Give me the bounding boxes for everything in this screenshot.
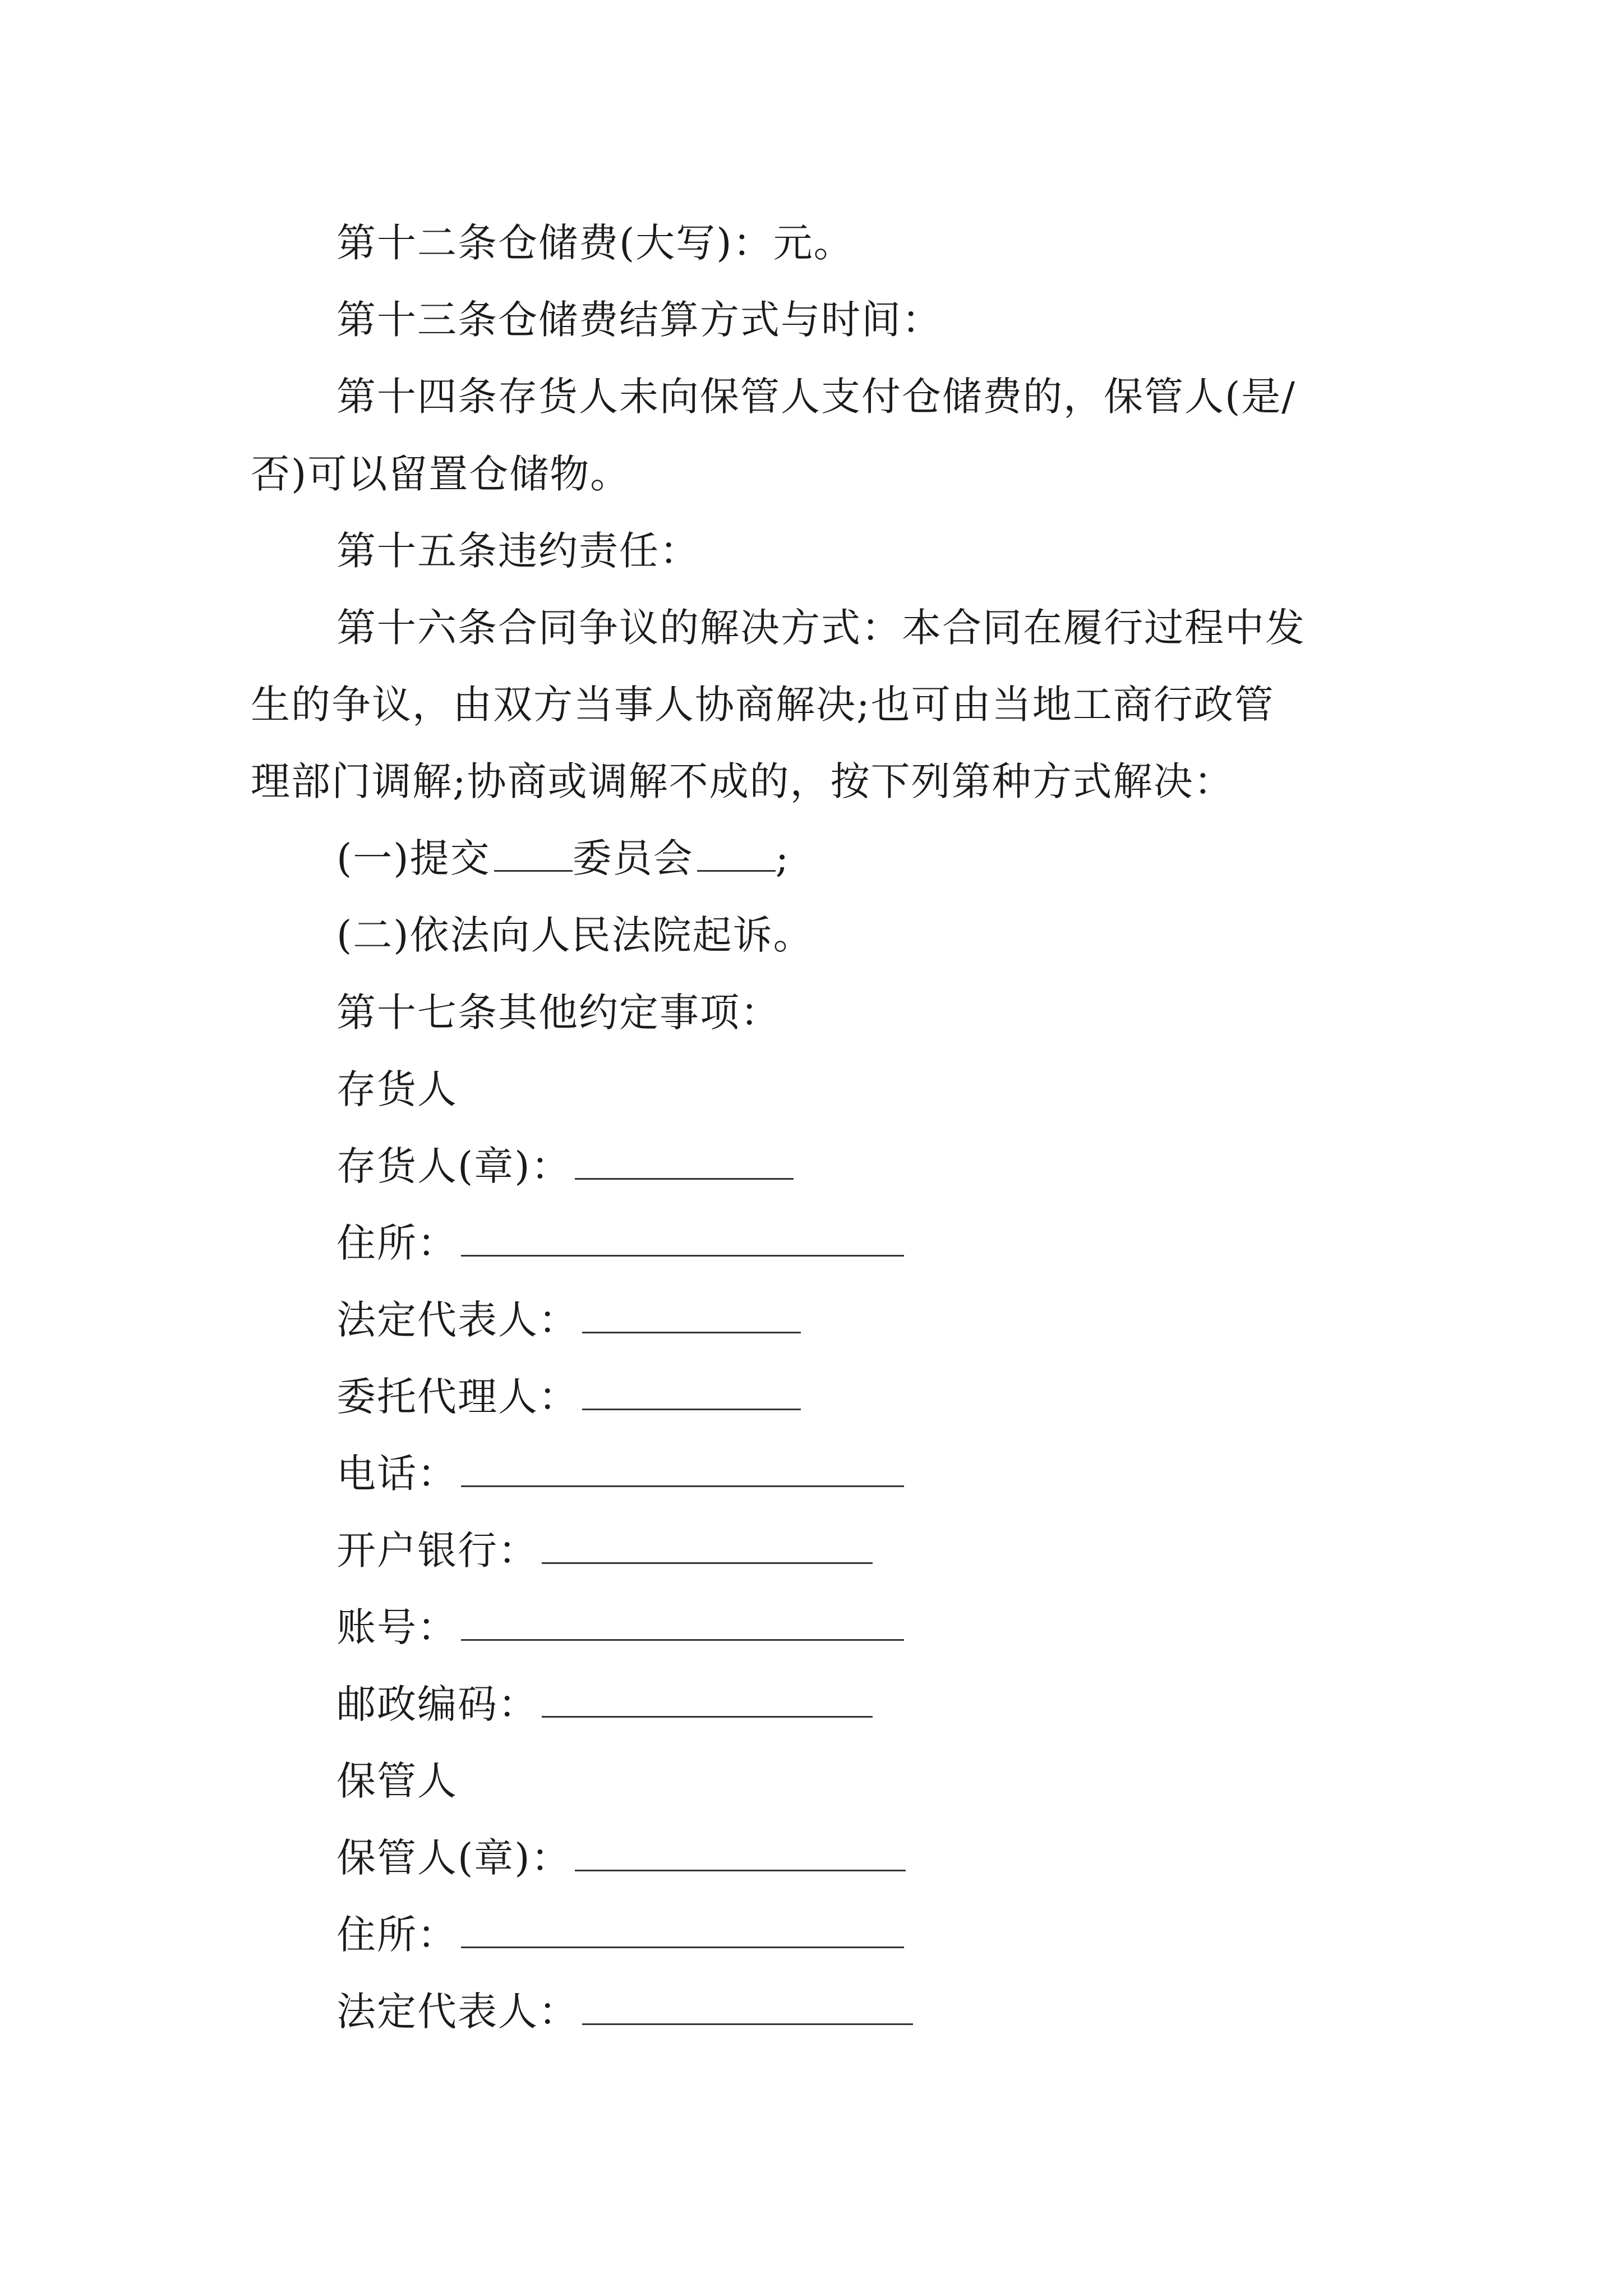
depositor-bank-label: 开户银行： [336,1527,538,1573]
depositor-seal-blank [575,1144,794,1180]
article-15: 第十五条违约责任： [336,528,700,574]
depositor-heading: 存货人 [336,1066,458,1112]
keeper-address-blank [461,1913,904,1948]
keeper-address-label: 住所： [336,1912,458,1958]
keeper-legal-rep-label: 法定代表人： [336,1989,579,2035]
depositor-phone-blank [461,1452,904,1487]
depositor-postcode-row [336,1677,873,1731]
keeper-seal-row [336,1831,906,1885]
depositor-bank-row [336,1524,873,1577]
article-13: 第十三条仓储费结算方式与时间： [336,297,942,343]
depositor-agent-blank [582,1375,801,1410]
option-1-blank-1 [494,836,573,872]
option-2: (二)依法向人民法院起诉。 [336,912,814,958]
depositor-phone-label: 电话： [336,1451,458,1497]
depositor-seal-label: 存货人(章)： [336,1143,571,1189]
keeper-seal-label: 保管人(章)： [336,1835,571,1881]
depositor-phone-row [336,1447,904,1501]
option-1-committee: 委员会 [572,835,694,881]
depositor-address-label: 住所： [336,1220,458,1266]
option-1-suffix: ; [775,835,790,881]
depositor-account-label: 账号： [336,1604,458,1650]
keeper-address-row [336,1908,904,1962]
depositor-account-blank [461,1605,904,1641]
article-16-line-3: 理部门调解;协商或调解不成的，按下列第种方式解决： [251,758,1234,804]
depositor-legal-rep-row [336,1293,801,1347]
depositor-postcode-label: 邮政编码： [336,1681,538,1727]
depositor-address-row [336,1216,904,1270]
depositor-address-blank [461,1221,904,1257]
article-12: 第十二条仓储费(大写)：元。 [336,220,854,266]
article-14-line-1: 第十四条存货人未向保管人支付仓储费的，保管人(是/ [336,374,1296,420]
article-16-line-2: 生的争议，由双方当事人协商解决;也可由当地工商行政管 [251,682,1275,728]
depositor-legal-rep-blank [582,1298,801,1333]
depositor-account-row [336,1600,904,1654]
article-16-line-1: 第十六条合同争议的解决方式：本合同在履行过程中发 [336,605,1306,651]
depositor-agent-label: 委托代理人： [336,1374,579,1420]
keeper-legal-rep-blank [582,1990,913,2025]
depositor-postcode-blank [542,1682,873,1718]
depositor-agent-row [336,1370,801,1424]
keeper-legal-rep-row [336,1985,913,2039]
option-1-prefix: (一)提交 [336,835,491,881]
article-14-line-2: 否)可以留置仓储物。 [251,451,631,497]
option-1-blank-2 [697,836,776,872]
keeper-heading: 保管人 [336,1758,458,1804]
depositor-legal-rep-label: 法定代表人： [336,1297,579,1343]
article-17: 第十七条其他约定事项： [336,990,781,1036]
option-1 [336,831,790,885]
keeper-seal-blank [575,1836,906,1871]
depositor-bank-blank [542,1529,873,1564]
depositor-seal-row [336,1139,794,1193]
